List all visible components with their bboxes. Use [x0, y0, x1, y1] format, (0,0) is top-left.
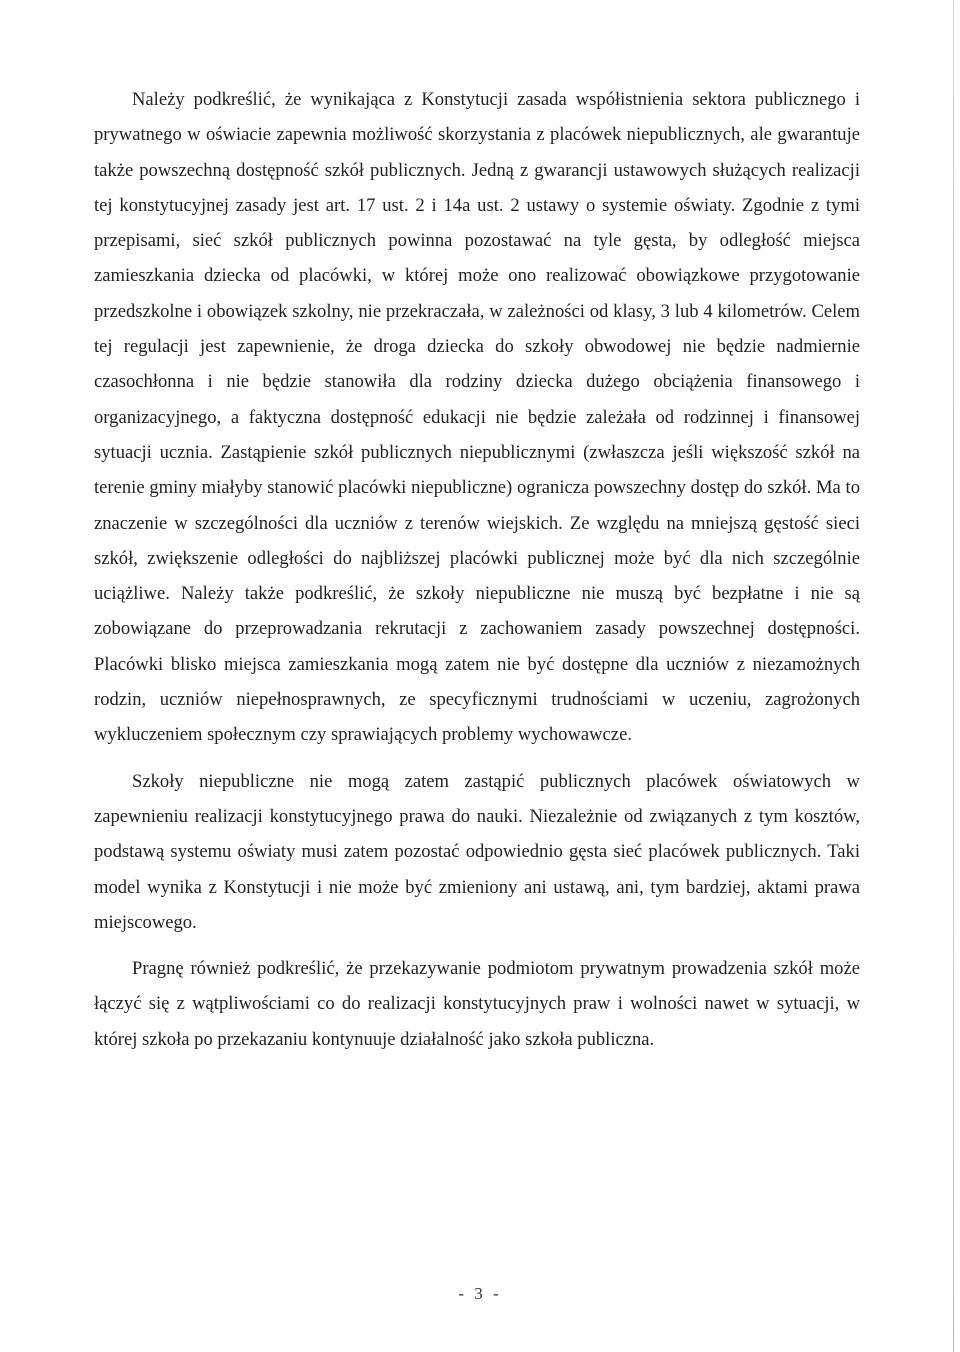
scan-edge-line	[953, 0, 954, 1352]
page-number: - 3 -	[458, 1284, 502, 1303]
paragraph-1: Należy podkreślić, że wynikająca z Konstytucji zasada współistnienia sektora publicznego i prywatnego w oświacie zapewnia możliwość skorzystania z placówek niepublicznych, ale gwarantuje także powszechną dostępność szkół publicznych. Jedną z gwarancji ustawowych służących realizacji tej konstytucyjnej zasady jest art. 17 ust. 2 i 14a ust. 2 ustawy o systemie oświaty. Zgodnie z tymi przepisami, sieć szkół publicznych powinna pozostawać na tyle gęsta, by odległość miejsca zamieszkania dziecka od placówki, w której może ono realizować obowiązkowe przygotowanie przedszkolne i obowiązek szkolny, nie przekraczała, w zależności od klasy, 3 lub 4 kilometrów. Celem tej regulacji jest zapewnienie, że droga dziecka do szkoły obwodowej nie będzie nadmiernie czasochłonna i nie będzie stanowiła dla rodziny dziecka dużego obciążenia finansowego i organizacyjnego, a faktyczna dostępność edukacji nie będzie zależała od rodzinnej i finansowej sytuacji ucznia. Zastąpienie szkół publicznych niepublicznymi (zwłaszcza jeśli większość szkół na terenie gminy miałyby stanowić placówki niepubliczne) ogranicza powszechny dostęp do szkół. Ma to znaczenie w szczególności dla uczniów z terenów wiejskich. Ze względu na mniejszą gęstość sieci szkół, zwiększenie odległości do najbliższej placówki publicznej może być dla nich szczególnie uciążliwe. Należy także podkreślić, że szkoły niepubliczne nie muszą być bezpłatne i nie są zobowiązane do przeprowadzania rekrutacji z zachowaniem zasady powszechnej dostępności. Placówki blisko miejsca zamieszkania mogą zatem nie być dostępne dla uczniów z niezamożnych rodzin, uczniów niepełnosprawnych, ze specyficznymi trudnościami w uczeniu, zagrożonych wykluczeniem społecznym czy sprawiających problemy wychowawcze.	[94, 89, 860, 746]
paragraph-2: Szkoły niepubliczne nie mogą zatem zastąpić publicznych placówek oświatowych w zapewnieniu realizacji konstytucyjnego prawa do nauki. Niezależnie od związanych z tym kosztów, podstawą systemu oświaty musi zatem pozostać odpowiednio gęsta sieć placówek publicznych. Taki model wynika z Konstytucji i nie może być zmieniony ani ustawą, ani, tym bardziej, aktami prawa miejscowego.	[94, 770, 860, 933]
paragraph-3: Pragnę również podkreślić, że przekazywanie podmiotom prywatnym prowadzenia szkół może łączyć się z wątpliwościami co do realizacji konstytucyjnych praw i wolności nawet w sytuacji, w której szkoła po przekazaniu kontynuuje działalność jako szkoła publiczna.	[94, 958, 860, 1050]
document-body	[94, 82, 860, 1057]
